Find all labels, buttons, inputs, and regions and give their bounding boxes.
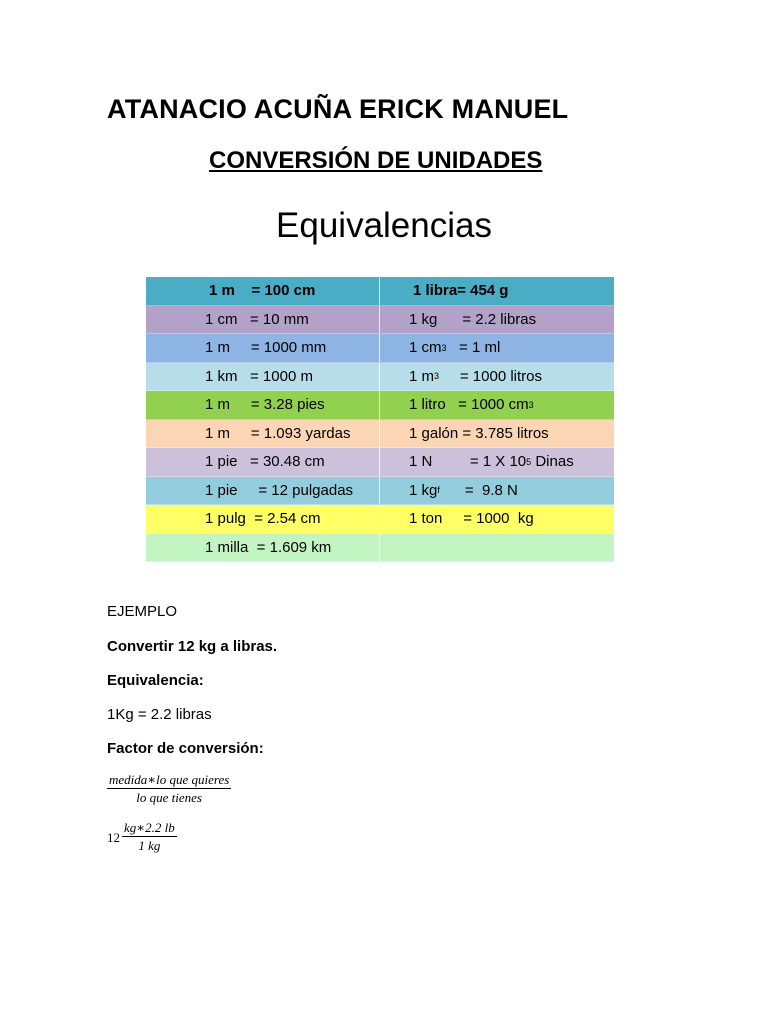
equivalence-left-cell: 1 m = 100 cm xyxy=(146,277,380,305)
equivalence-row xyxy=(146,477,614,506)
formula-denominator: lo que tienes xyxy=(136,790,202,805)
equivalence-right-value: = 9.8 N xyxy=(439,481,518,499)
equivalence-right-value: Dinas xyxy=(531,453,574,471)
example-heading: EJEMPLO xyxy=(107,603,178,620)
formula-numerator: medida∗lo que quieres xyxy=(109,772,230,787)
equivalence-row xyxy=(146,448,614,477)
equivalence-right-cell xyxy=(380,391,614,419)
equivalence-right-base: 1 litro = 1000 cm xyxy=(409,396,529,414)
equivalence-superscript: 3 xyxy=(441,342,447,353)
equivalence-right-cell: 1 kg = 2.2 libras xyxy=(409,310,537,328)
equivalence-left-cell: 1 cm = 10 mm xyxy=(146,306,380,334)
equivalence-label: Equivalencia: xyxy=(107,672,204,689)
equivalence-superscript: 5 xyxy=(526,456,532,467)
equivalence-left-cell: 1 milla = 1.609 km xyxy=(146,534,380,562)
example-task: Convertir 12 kg a libras. xyxy=(107,638,278,655)
equivalence-right-cell xyxy=(380,363,614,391)
equivalence-right-value: = 1000 litros xyxy=(439,367,543,385)
equivalence-right-cell xyxy=(380,477,614,505)
equivalence-right-value: = 1 ml xyxy=(446,339,501,357)
equivalence-right-base: 1 cm xyxy=(409,339,442,357)
conversion-formula xyxy=(107,772,231,806)
equivalence-left-cell: 1 pulg = 2.54 cm xyxy=(146,505,380,533)
equivalence-left-cell: 1 m = 1000 mm xyxy=(146,334,380,362)
document-title: CONVERSIÓN DE UNIDADES xyxy=(209,147,543,174)
equivalence-subscript: f xyxy=(437,485,440,496)
equivalence-right-cell xyxy=(380,448,614,476)
equivalence-superscript: 3 xyxy=(528,399,534,410)
equivalence-row xyxy=(146,306,614,335)
equivalence-row xyxy=(146,277,614,306)
equivalence-row xyxy=(146,334,614,363)
calc-fraction xyxy=(122,820,177,854)
equivalence-right-base: 1 m xyxy=(409,367,435,385)
equivalence-value: 1Kg = 2.2 libras xyxy=(107,706,212,723)
equivalence-row xyxy=(146,534,614,563)
equivalence-row xyxy=(146,420,614,449)
equivalence-left-cell: 1 m = 3.28 pies xyxy=(146,391,380,419)
equivalence-right-cell: 1 ton = 1000 kg xyxy=(409,510,534,528)
equivalence-right-base: 1 kg xyxy=(409,481,438,499)
equivalence-left-cell: 1 pie = 30.48 cm xyxy=(146,448,380,476)
equivalence-row xyxy=(146,391,614,420)
equivalence-left-cell: 1 pie = 12 pulgadas xyxy=(146,477,380,505)
factor-label: Factor de conversión: xyxy=(107,740,264,757)
equivalence-right-base: 1 N = 1 X 10 xyxy=(409,453,527,471)
equivalence-right-cell: 1 galón = 3.785 litros xyxy=(409,424,549,442)
equivalence-left-cell: 1 m = 1.093 yardas xyxy=(146,420,380,448)
author-name: ATANACIO ACUÑA ERICK MANUEL xyxy=(107,94,569,124)
equivalence-row xyxy=(146,505,614,534)
equivalence-right-cell xyxy=(380,334,614,362)
equivalences-title: Equivalencias xyxy=(276,206,492,245)
equivalences-table xyxy=(146,277,614,562)
calc-whole-number: 12 xyxy=(107,830,120,845)
calc-numerator: kg∗2.2 lb xyxy=(124,820,175,835)
equivalence-row xyxy=(146,363,614,392)
equivalence-left-cell: 1 km = 1000 m xyxy=(146,363,380,391)
equivalence-superscript: 3 xyxy=(434,371,440,382)
calc-denominator: 1 kg xyxy=(138,838,161,853)
equivalence-right-cell: 1 libra= 454 g xyxy=(413,282,509,300)
equivalence-right-cell xyxy=(380,534,614,562)
